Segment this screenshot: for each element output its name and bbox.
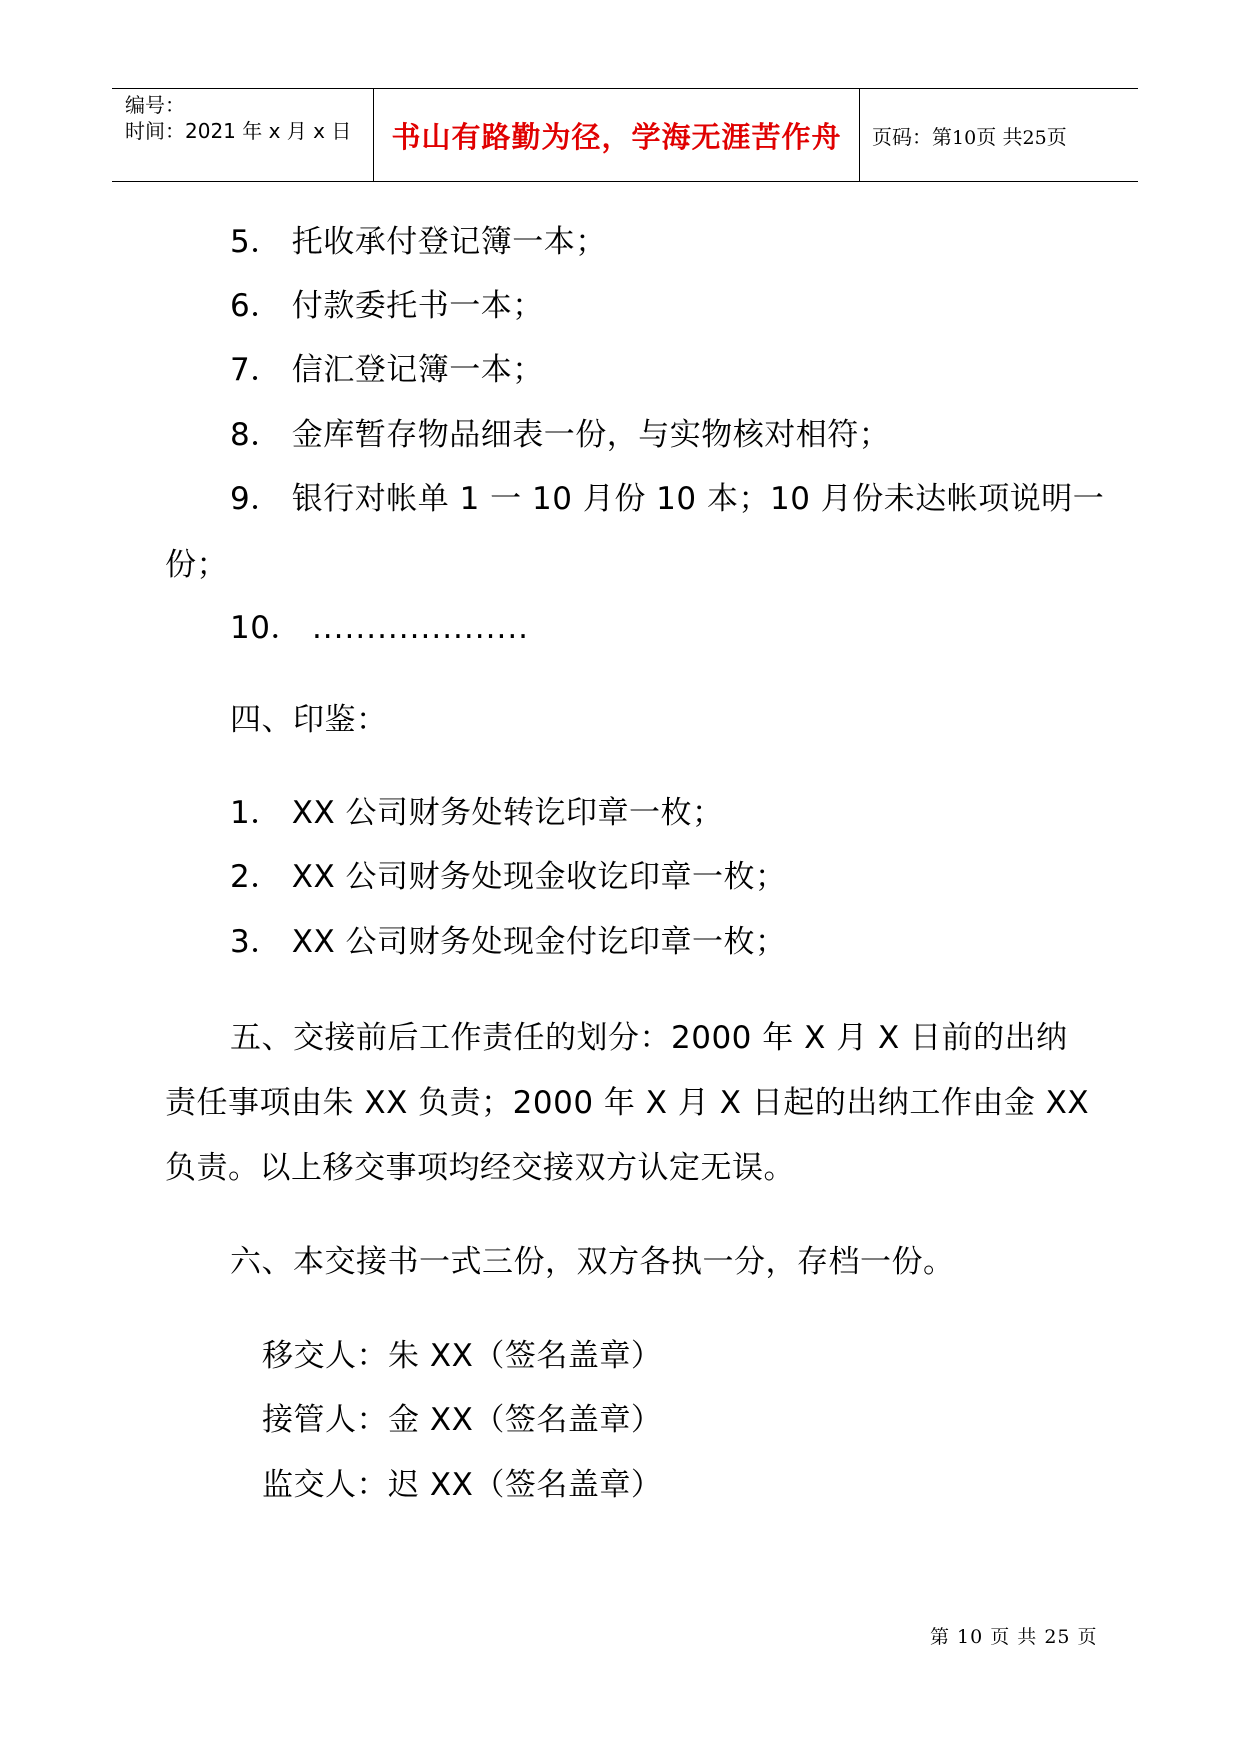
- list-item: [230, 857, 787, 897]
- list-item-text: 银行对帐单 1 一 10 月份 10 本；10 月份未达帐项说明一: [291, 481, 1105, 517]
- signature-line: 接管人：金 XX（签名盖章）: [262, 1402, 663, 1438]
- list-item-number: 10．: [230, 610, 302, 646]
- list-item: [230, 793, 724, 833]
- paragraph-line: 责任事项由朱 XX 负责；2000 年 X 月 X 日起的出纳工作由金 XX: [165, 1085, 1090, 1121]
- list-item: [230, 479, 1104, 519]
- list-item: [230, 922, 787, 962]
- list-item-number: 1．: [230, 795, 282, 831]
- list-item-text: XX 公司财务处现金付讫印章一枚；: [291, 924, 787, 960]
- paragraph-line: 五、交接前后工作责任的划分：2000 年 X 月 X 日前的出纳: [230, 1020, 1068, 1056]
- list-item-text: 信汇登记簿一本；: [291, 352, 544, 388]
- page-suffix: 页: [1046, 124, 1067, 149]
- list-item-number: 3．: [230, 924, 282, 960]
- list-item: [230, 415, 890, 455]
- header-page-info: [872, 121, 1067, 150]
- page-footer: 第 10 页 共 25 页: [930, 1626, 1098, 1648]
- list-item-number: 9．: [230, 481, 282, 517]
- page-total: 25: [1022, 126, 1047, 149]
- list-item-text: 付款委托书一本；: [291, 288, 544, 324]
- list-item: [230, 350, 544, 390]
- list-item-number: 5．: [230, 224, 282, 260]
- page-mid: 页 共: [976, 124, 1023, 149]
- list-item-text: 份；: [165, 547, 228, 583]
- list-item-text: XX 公司财务处现金收讫印章一枚；: [291, 859, 787, 895]
- signature-line: 移交人：朱 XX（签名盖章）: [262, 1338, 663, 1374]
- paragraph-line: 六、本交接书一式三份，双方各执一分，存档一份。: [230, 1244, 955, 1280]
- document-time-label: 时间：2021 年 x 月 x 日: [125, 119, 352, 143]
- header-motto-cell: [374, 89, 860, 181]
- page-header: [112, 88, 1138, 182]
- list-item-continuation: [165, 545, 228, 585]
- list-item-number: 8．: [230, 417, 282, 453]
- list-item-number: 7．: [230, 352, 282, 388]
- list-item-text: 托收承付登记簿一本；: [291, 224, 607, 260]
- list-item: [230, 608, 529, 648]
- list-item-text: XX 公司财务处转讫印章一枚；: [291, 795, 724, 831]
- list-item-number: 6．: [230, 288, 282, 324]
- list-item-text: 金库暂存物品细表一份，与实物核对相符；: [291, 417, 891, 453]
- list-item-ellipsis: ....................: [311, 610, 530, 646]
- header-meta-cell: [112, 89, 374, 181]
- section-heading: 四、印鉴：: [230, 702, 388, 738]
- list-item: [230, 222, 607, 262]
- page-current: 10: [952, 126, 977, 149]
- header-page-cell: [860, 89, 1138, 181]
- motto-text: 书山有路勤为径，学海无涯苦作舟: [391, 119, 842, 154]
- list-item: [230, 286, 544, 326]
- page-prefix: 页码：第: [872, 124, 952, 149]
- list-item-number: 2．: [230, 859, 282, 895]
- signature-line: 监交人：迟 XX（签名盖章）: [262, 1467, 663, 1503]
- paragraph-line: 负责。以上移交事项均经交接双方认定无误。: [165, 1150, 795, 1186]
- document-number-label: 编号：: [125, 93, 185, 117]
